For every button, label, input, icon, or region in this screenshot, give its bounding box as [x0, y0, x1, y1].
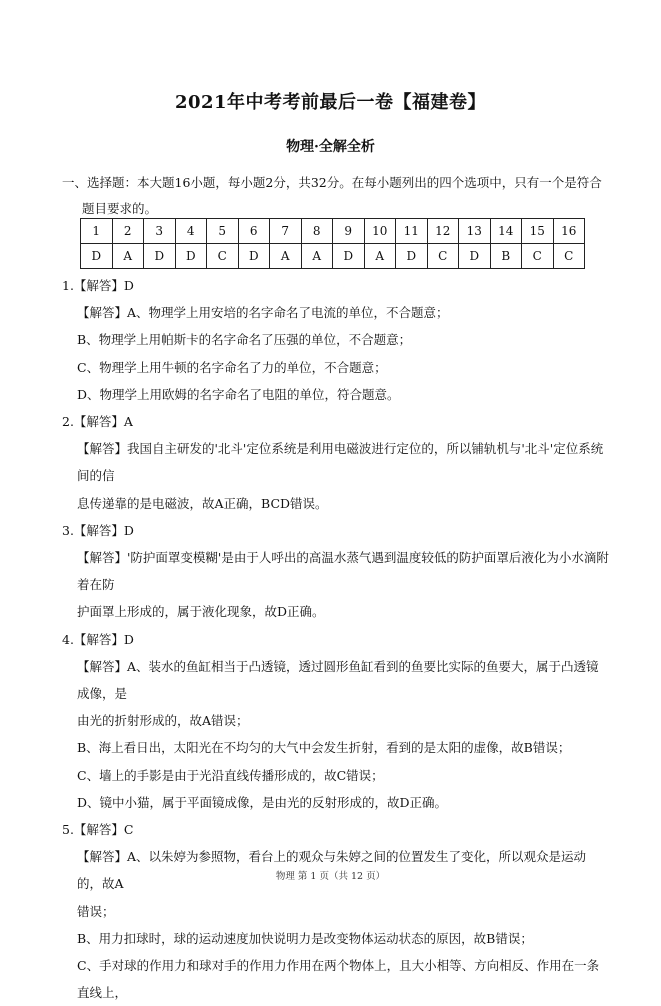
- section-heading: [62, 170, 610, 222]
- solution-line: 【解答】我国自主研发的'北斗'定位系统是利用电磁波进行定位的，所以铺轨机与'北斗'定位系统间的信: [77, 441, 604, 484]
- question-number-cell: 12: [427, 219, 459, 244]
- question-answer-line: 4.【解答】D: [62, 631, 134, 647]
- section-instructions-line-1: 一、选择题：本大题16小题，每小题2分，共32分。在每小题列出的四个选项中，只有一个是符合: [62, 175, 602, 190]
- question-number-cell: 3: [144, 219, 176, 244]
- question-answer-line: 1.【解答】D: [62, 278, 134, 293]
- answer-table: [80, 218, 585, 269]
- solution-line: 【解答】A、以朱婷为参照物，看台上的观众与朱婷之间的位置发生了变化，所以观众是运动的，故A: [77, 849, 587, 892]
- question-number-cell: 5: [207, 219, 239, 244]
- solution-line: D、物理学上用欧姆的名字命名了电阻的单位，符合题意。: [77, 386, 400, 402]
- question-number-cell: 15: [522, 219, 554, 244]
- answer-table-answer-row: [81, 244, 585, 269]
- solution-line: C、墙上的手影是由于光沿直线传播形成的，故C错误；: [77, 767, 384, 783]
- solution-line: B、海上看日出，太阳光在不均匀的大气中会发生折射，看到的是太阳的虚像，故B错误；: [77, 740, 571, 756]
- question-number-cell: 8: [301, 219, 333, 244]
- solution-line: B、用力扣球时，球的运动速度加快说明力是改变物体运动状态的原因，故B错误；: [77, 930, 533, 946]
- question-answer-line: 3.【解答】D: [62, 522, 134, 538]
- answer-cell: D: [459, 244, 491, 269]
- answer-cell: C: [553, 244, 585, 269]
- question-number-cell: 1: [81, 219, 113, 244]
- answer-cell: B: [490, 244, 522, 269]
- question-number-cell: 16: [553, 219, 585, 244]
- solution-line: 【解答】A、物理学上用安培的名字命名了电流的单位，不合题意；: [77, 305, 449, 321]
- solution-line: B、物理学上用帕斯卡的名字命名了压强的单位，不合题意；: [77, 332, 412, 348]
- answer-cell: C: [522, 244, 554, 269]
- answer-cell: A: [270, 244, 302, 269]
- solution-line: 错误；: [77, 903, 115, 919]
- answer-cell: D: [333, 244, 365, 269]
- answer-cell: A: [112, 244, 144, 269]
- answer-cell: C: [207, 244, 239, 269]
- question-number-cell: 2: [112, 219, 144, 244]
- answer-cell: D: [81, 244, 113, 269]
- answer-cell: A: [301, 244, 333, 269]
- answer-table-number-row: [81, 219, 585, 244]
- question-number-cell: 14: [490, 219, 522, 244]
- solution-line: C、手对球的作用力和球对手的作用力作用在两个物体上，且大小相等、方向相反、作用在一条直线上，: [77, 958, 600, 1001]
- question-number-cell: 11: [396, 219, 428, 244]
- solution-line: 【解答】A、装水的鱼缸相当于凸透镜，透过圆形鱼缸看到的鱼要比实际的鱼要大，属于凸透镜成像，是: [77, 658, 599, 702]
- answer-cell: D: [238, 244, 270, 269]
- question-number-cell: 7: [270, 219, 302, 244]
- answer-cell: C: [427, 244, 459, 269]
- question-number-cell: 9: [333, 219, 365, 244]
- question-answer-line: 5.【解答】C: [62, 822, 134, 838]
- solutions-body: [62, 272, 610, 1006]
- solution-line: 由光的折射形成的，故A错误；: [77, 713, 249, 729]
- solution-line: 【解答】'防护面罩变模糊'是由于人呼出的高温水蒸气遇到温度较低的防护面罩后液化为小水滴附着在防: [77, 550, 609, 593]
- page-title: 2021年中考考前最后一卷【福建卷】: [174, 92, 487, 113]
- solution-line: D、镜中小猫，属于平面镜成像，是由光的反射形成的，故D正确。: [77, 794, 448, 810]
- question-number-cell: 6: [238, 219, 270, 244]
- question-answer-line: 2.【解答】A: [62, 414, 133, 430]
- question-number-cell: 13: [459, 219, 491, 244]
- answer-cell: D: [144, 244, 176, 269]
- page-subtitle: 物理·全解全析: [286, 139, 375, 155]
- question-number-cell: 4: [175, 219, 207, 244]
- solution-line: 息传递靠的是电磁波，故A正确，BCD错误。: [77, 495, 328, 511]
- solution-line: 护面罩上形成的，属于液化现象，故D正确。: [77, 604, 325, 620]
- answer-cell: A: [364, 244, 396, 269]
- answer-cell: D: [396, 244, 428, 269]
- solution-line: C、物理学上用牛顿的名字命名了力的单位，不合题意；: [77, 359, 387, 375]
- answer-cell: D: [175, 244, 207, 269]
- section-instructions-line-2: 题目要求的。: [82, 201, 158, 216]
- question-number-cell: 10: [364, 219, 396, 244]
- page-footer: 物理 第 1 页（共 12 页）: [275, 871, 386, 882]
